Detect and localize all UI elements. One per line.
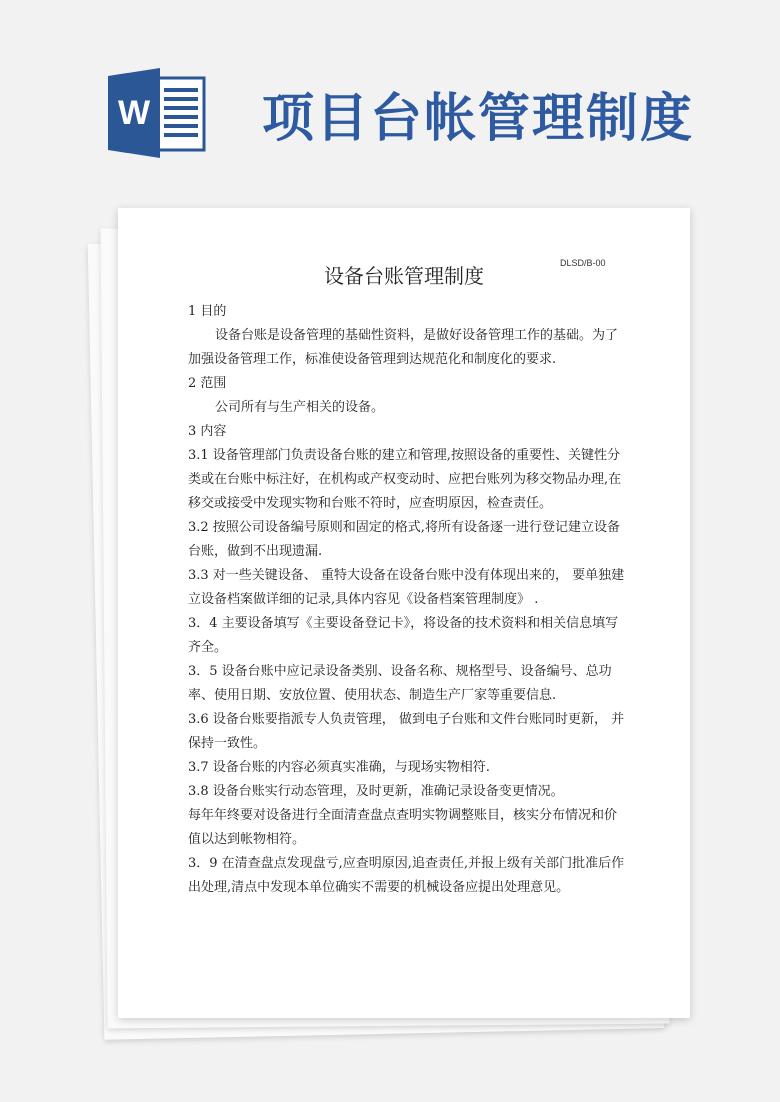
banner-title: 项目台帐管理制度 [262, 89, 695, 149]
paragraph: 3.1 设备管理部门负责设备台账的建立和管理,按照设备的重要性、关键性分类或在台账中标注好，在机构或产权变动时、应把台账列为移交物品办理,在移交或接受中发现实物和台账不符时，应查明原因，检查责任。 [188, 448, 622, 511]
document-body [188, 300, 628, 900]
section-heading: 1 目的 [188, 304, 227, 319]
paragraph: 每年年终要对设备进行全面清查盘点查明实物调整账目，核实分布情况和价值以达到帐物相符。 [188, 808, 618, 847]
paragraph: 3.6 设备台账要指派专人负责管理， 做到电子台账和文件台账同时更新， 并保持一致性。 [188, 712, 625, 751]
section-heading: 3 内容 [188, 424, 227, 439]
paragraph: 3.8 设备台账实行动态管理，及时更新，准确记录设备变更情况。 [188, 784, 564, 799]
paragraph: 3.7 设备台账的内容必须真实准确，与现场实物相符. [188, 760, 490, 775]
document-code: DLSD/B-00 [560, 258, 606, 268]
paragraph: 公司所有与生产相关的设备。 [215, 400, 385, 415]
paragraph: 3.3 对一些关键设备、 重特大设备在设备台账中没有体现出来的， 要单独建立设备档案做详细的记录,具体内容见《设备档案管理制度》 . [188, 568, 625, 607]
paragraph: 3.2 按照公司设备编号原则和固定的格式,将所有设备逐一进行登记建立设备台账，做到不出现遗漏. [188, 520, 620, 559]
paragraph: 3．4 主要设备填写《主要设备登记卡》，将设备的技术资料和相关信息填写齐全。 [188, 616, 619, 655]
word-document-icon [108, 68, 206, 158]
banner [0, 0, 780, 200]
paragraph: 3．9 在清查盘点发现盘亏,应查明原因,追查责任,并报上级有关部门批准后作出处理,清点中发现本单位确实不需要的机械设备应提出处理意见。 [188, 856, 625, 895]
paragraph: 设备台账是设备管理的基础性资料，是做好设备管理工作的基础。为了加强设备管理工作，标准使设备管理到达规范化和制度化的要求. [188, 328, 619, 367]
section-heading: 2 范围 [188, 376, 227, 391]
document-title: 设备台账管理制度 [324, 264, 484, 288]
logo-letter: W [117, 94, 151, 132]
paragraph: 3．5 设备台账中应记录设备类别、设备名称、规格型号、设备编号、总功率、使用日期、安放位置、使用状态、制造生产厂家等重要信息. [188, 664, 612, 703]
document-page [118, 208, 690, 1018]
